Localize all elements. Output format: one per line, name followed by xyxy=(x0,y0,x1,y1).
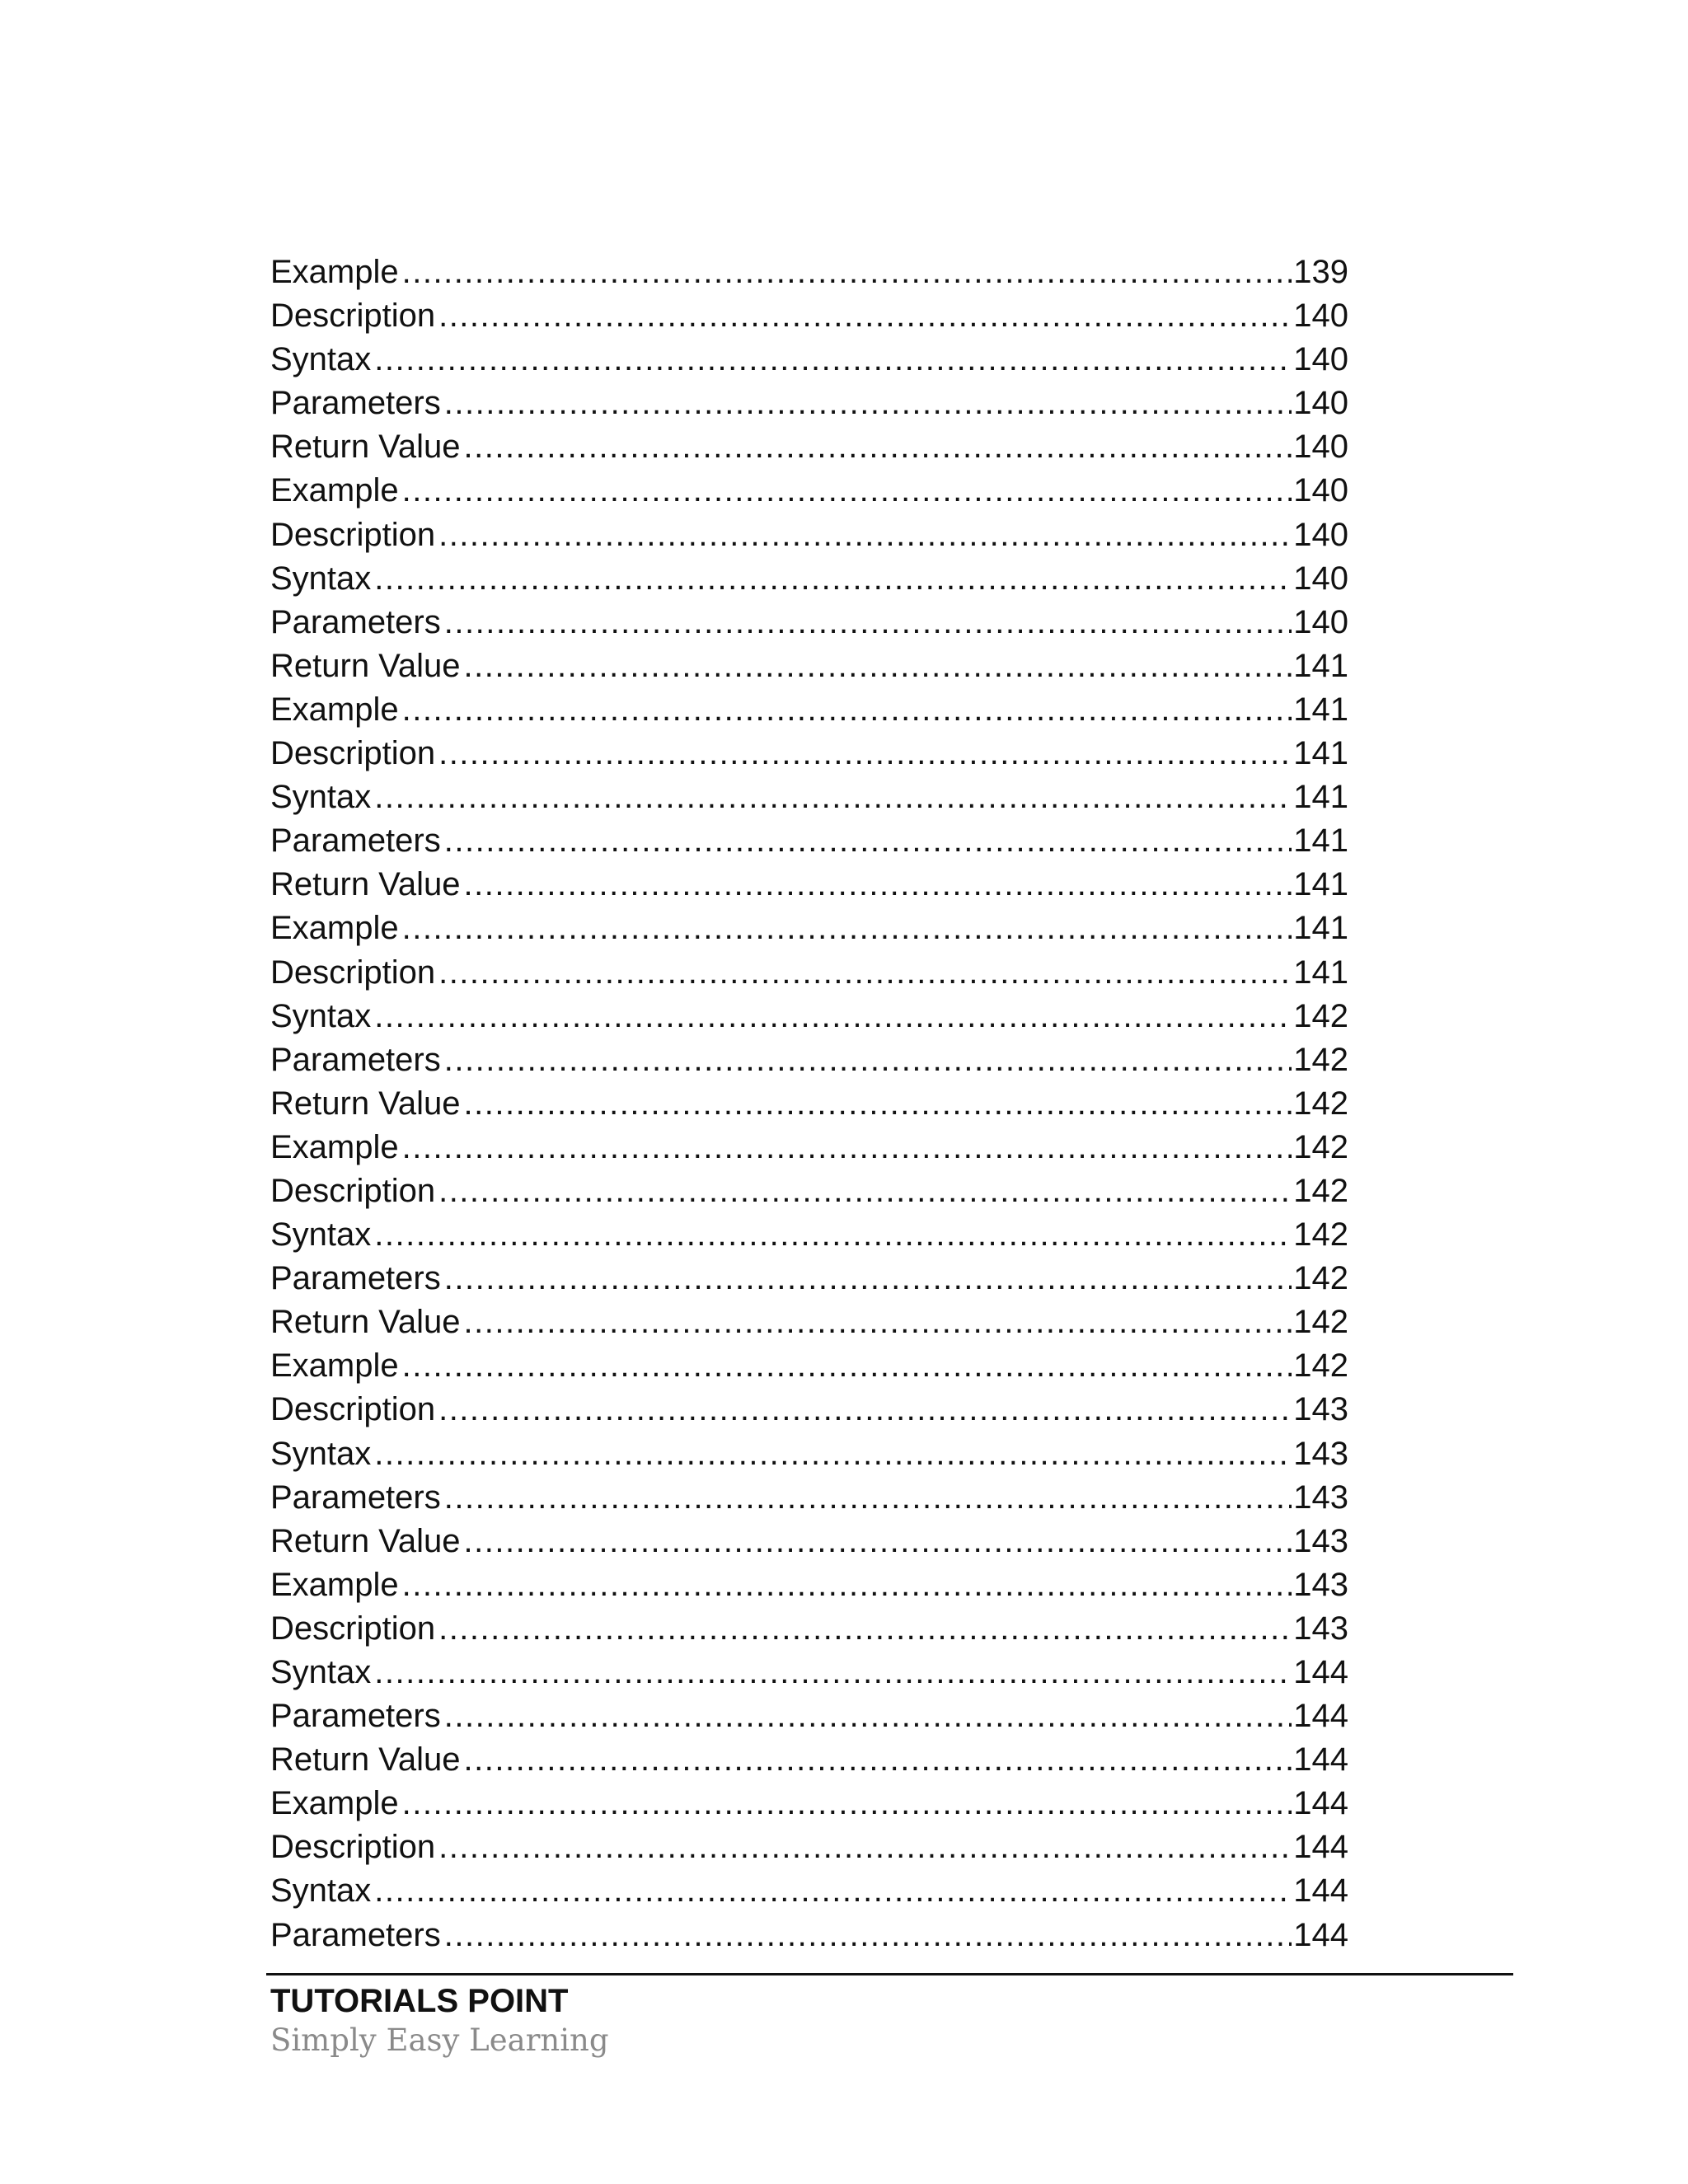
toc-dot-leader xyxy=(438,1388,1292,1432)
toc-entry-page-number: 141 xyxy=(1293,954,1348,991)
toc-entry-label: Description xyxy=(270,1391,436,1428)
toc-dot-leader xyxy=(438,1825,1292,1869)
toc-entry-page-number: 142 xyxy=(1293,1260,1348,1297)
toc-dot-leader xyxy=(374,1432,1292,1476)
toc-entry-page-number: 140 xyxy=(1293,516,1348,553)
toc-entry[interactable] xyxy=(270,1563,1348,1607)
toc-entry-label: Syntax xyxy=(270,1216,372,1254)
toc-entry-label: Return Value xyxy=(270,429,461,466)
toc-entry[interactable] xyxy=(270,425,1348,469)
toc-entry-page-number: 144 xyxy=(1293,1785,1348,1822)
toc-entry[interactable] xyxy=(270,382,1348,425)
toc-entry-page-number: 140 xyxy=(1293,298,1348,335)
table-of-contents xyxy=(270,251,1348,1957)
toc-entry[interactable] xyxy=(270,1607,1348,1651)
toc-entry[interactable] xyxy=(270,601,1348,644)
toc-entry-label: Description xyxy=(270,954,436,991)
toc-entry-label: Syntax xyxy=(270,779,372,816)
toc-entry-page-number: 144 xyxy=(1293,1698,1348,1735)
toc-entry-page-number: 141 xyxy=(1293,779,1348,816)
toc-entry-label: Example xyxy=(270,1566,399,1603)
toc-entry[interactable] xyxy=(270,338,1348,382)
toc-entry-label: Parameters xyxy=(270,1698,441,1735)
toc-entry[interactable] xyxy=(270,1914,1348,1957)
toc-entry-label: Syntax xyxy=(270,1872,372,1910)
footer-divider xyxy=(266,1973,1513,1975)
toc-entry-page-number: 143 xyxy=(1293,1391,1348,1428)
toc-dot-leader xyxy=(438,1169,1292,1213)
toc-dot-leader xyxy=(464,644,1292,688)
toc-dot-leader xyxy=(402,469,1292,513)
toc-dot-leader xyxy=(402,907,1292,950)
toc-entry-page-number: 143 xyxy=(1293,1479,1348,1516)
toc-entry-page-number: 142 xyxy=(1293,1216,1348,1254)
toc-entry-page-number: 144 xyxy=(1293,1872,1348,1910)
toc-entry[interactable] xyxy=(270,819,1348,863)
toc-entry-page-number: 141 xyxy=(1293,910,1348,947)
toc-entry[interactable] xyxy=(270,1169,1348,1213)
toc-dot-leader xyxy=(374,1213,1292,1257)
footer-tagline: Simply Easy Learning xyxy=(270,2022,609,2058)
toc-entry[interactable] xyxy=(270,1038,1348,1082)
toc-dot-leader xyxy=(402,688,1292,732)
toc-entry-label: Description xyxy=(270,516,436,553)
toc-entry-label: Description xyxy=(270,735,436,772)
toc-entry-page-number: 141 xyxy=(1293,647,1348,684)
toc-entry-page-number: 140 xyxy=(1293,603,1348,640)
toc-entry-page-number: 142 xyxy=(1293,1347,1348,1385)
toc-dot-leader xyxy=(444,382,1292,425)
toc-dot-leader xyxy=(444,1038,1292,1082)
toc-entry-page-number: 143 xyxy=(1293,1610,1348,1647)
toc-entry[interactable] xyxy=(270,732,1348,776)
toc-entry[interactable] xyxy=(270,1476,1348,1520)
toc-dot-leader xyxy=(438,951,1292,995)
toc-dot-leader xyxy=(402,1344,1292,1388)
toc-entry[interactable] xyxy=(270,557,1348,601)
toc-entry[interactable] xyxy=(270,995,1348,1038)
toc-entry-label: Parameters xyxy=(270,603,441,640)
toc-entry-page-number: 140 xyxy=(1293,560,1348,597)
footer-brand: TUTORIALS POINT xyxy=(270,1983,569,2019)
toc-entry-page-number: 140 xyxy=(1293,385,1348,422)
toc-entry-label: Description xyxy=(270,1610,436,1647)
toc-entry-page-number: 142 xyxy=(1293,1041,1348,1078)
toc-dot-leader xyxy=(464,1082,1292,1126)
toc-entry-label: Syntax xyxy=(270,997,372,1034)
toc-entry-page-number: 140 xyxy=(1293,341,1348,378)
toc-dot-leader xyxy=(438,513,1292,557)
toc-entry-page-number: 141 xyxy=(1293,866,1348,903)
toc-dot-leader xyxy=(374,995,1292,1038)
toc-entry-page-number: 143 xyxy=(1293,1522,1348,1559)
toc-entry[interactable] xyxy=(270,1738,1348,1782)
toc-entry[interactable] xyxy=(270,1869,1348,1913)
toc-entry-label: Parameters xyxy=(270,1041,441,1078)
toc-entry-label: Example xyxy=(270,1785,399,1822)
toc-entry[interactable] xyxy=(270,1694,1348,1738)
toc-entry-label: Syntax xyxy=(270,1654,372,1690)
toc-dot-leader xyxy=(464,1738,1292,1782)
toc-dot-leader xyxy=(374,1869,1292,1913)
toc-entry[interactable] xyxy=(270,1651,1348,1694)
toc-entry[interactable] xyxy=(270,1825,1348,1869)
toc-entry-label: Parameters xyxy=(270,1479,441,1516)
toc-entry[interactable] xyxy=(270,907,1348,950)
toc-dot-leader xyxy=(438,1607,1292,1651)
toc-entry-page-number: 140 xyxy=(1293,472,1348,509)
toc-dot-leader xyxy=(464,425,1292,469)
toc-dot-leader xyxy=(374,557,1292,601)
toc-entry-label: Parameters xyxy=(270,385,441,422)
toc-entry-label: Example xyxy=(270,254,399,290)
toc-entry-label: Return Value xyxy=(270,647,461,684)
toc-dot-leader xyxy=(402,1782,1292,1825)
toc-entry-page-number: 141 xyxy=(1293,823,1348,860)
toc-entry-label: Example xyxy=(270,691,399,728)
toc-entry[interactable] xyxy=(270,294,1348,338)
toc-entry[interactable] xyxy=(270,1126,1348,1169)
toc-dot-leader xyxy=(444,601,1292,644)
toc-entry[interactable] xyxy=(270,688,1348,732)
toc-entry-label: Return Value xyxy=(270,1741,461,1779)
toc-dot-leader xyxy=(402,1563,1292,1607)
toc-entry[interactable] xyxy=(270,951,1348,995)
toc-entry-label: Example xyxy=(270,1347,399,1385)
toc-entry[interactable] xyxy=(270,1432,1348,1476)
toc-entry[interactable] xyxy=(270,1782,1348,1825)
toc-entry[interactable] xyxy=(270,251,1348,294)
toc-entry-page-number: 142 xyxy=(1293,1085,1348,1122)
toc-entry-label: Return Value xyxy=(270,1085,461,1122)
toc-dot-leader xyxy=(444,819,1292,863)
toc-entry[interactable] xyxy=(270,1213,1348,1257)
toc-dot-leader xyxy=(438,732,1292,776)
toc-dot-leader xyxy=(402,1126,1292,1169)
toc-entry[interactable] xyxy=(270,863,1348,907)
toc-dot-leader xyxy=(438,294,1292,338)
toc-entry[interactable] xyxy=(270,1301,1348,1344)
toc-entry-label: Example xyxy=(270,1128,399,1165)
toc-entry-page-number: 144 xyxy=(1293,1916,1348,1953)
toc-dot-leader xyxy=(444,1914,1292,1957)
toc-entry-page-number: 142 xyxy=(1293,997,1348,1034)
toc-entry[interactable] xyxy=(270,1520,1348,1563)
toc-dot-leader xyxy=(464,863,1292,907)
toc-entry-label: Parameters xyxy=(270,823,441,860)
toc-entry-page-number: 139 xyxy=(1293,254,1348,290)
toc-entry-page-number: 143 xyxy=(1293,1566,1348,1603)
toc-dot-leader xyxy=(374,338,1292,382)
toc-dot-leader xyxy=(444,1257,1292,1301)
toc-dot-leader xyxy=(444,1694,1292,1738)
toc-entry-label: Syntax xyxy=(270,341,372,378)
toc-entry-label: Parameters xyxy=(270,1916,441,1953)
toc-entry-page-number: 144 xyxy=(1293,1829,1348,1866)
toc-entry[interactable] xyxy=(270,1344,1348,1388)
toc-entry-page-number: 142 xyxy=(1293,1304,1348,1341)
toc-entry-label: Return Value xyxy=(270,1304,461,1341)
toc-entry-page-number: 144 xyxy=(1293,1741,1348,1779)
toc-entry-page-number: 141 xyxy=(1293,691,1348,728)
toc-entry[interactable] xyxy=(270,776,1348,819)
toc-entry-label: Return Value xyxy=(270,866,461,903)
toc-entry-page-number: 142 xyxy=(1293,1128,1348,1165)
toc-entry-label: Description xyxy=(270,298,436,335)
toc-entry-page-number: 141 xyxy=(1293,735,1348,772)
toc-entry[interactable] xyxy=(270,1257,1348,1301)
toc-entry-label: Return Value xyxy=(270,1522,461,1559)
toc-dot-leader xyxy=(444,1476,1292,1520)
toc-dot-leader xyxy=(402,251,1292,294)
toc-entry[interactable] xyxy=(270,469,1348,513)
toc-entry[interactable] xyxy=(270,513,1348,557)
toc-entry-label: Parameters xyxy=(270,1260,441,1297)
toc-entry-label: Syntax xyxy=(270,1435,372,1472)
toc-entry-page-number: 140 xyxy=(1293,429,1348,466)
toc-entry-label: Example xyxy=(270,910,399,947)
toc-entry-page-number: 144 xyxy=(1293,1654,1348,1690)
toc-entry-label: Example xyxy=(270,472,399,509)
toc-dot-leader xyxy=(464,1520,1292,1563)
toc-entry[interactable] xyxy=(270,1388,1348,1432)
toc-dot-leader xyxy=(374,776,1292,819)
toc-entry-label: Syntax xyxy=(270,560,372,597)
toc-entry-page-number: 142 xyxy=(1293,1172,1348,1209)
toc-entry-page-number: 143 xyxy=(1293,1435,1348,1472)
toc-entry[interactable] xyxy=(270,1082,1348,1126)
toc-entry-label: Description xyxy=(270,1172,436,1209)
toc-entry-label: Description xyxy=(270,1829,436,1866)
toc-entry[interactable] xyxy=(270,644,1348,688)
toc-dot-leader xyxy=(374,1651,1292,1694)
toc-dot-leader xyxy=(464,1301,1292,1344)
